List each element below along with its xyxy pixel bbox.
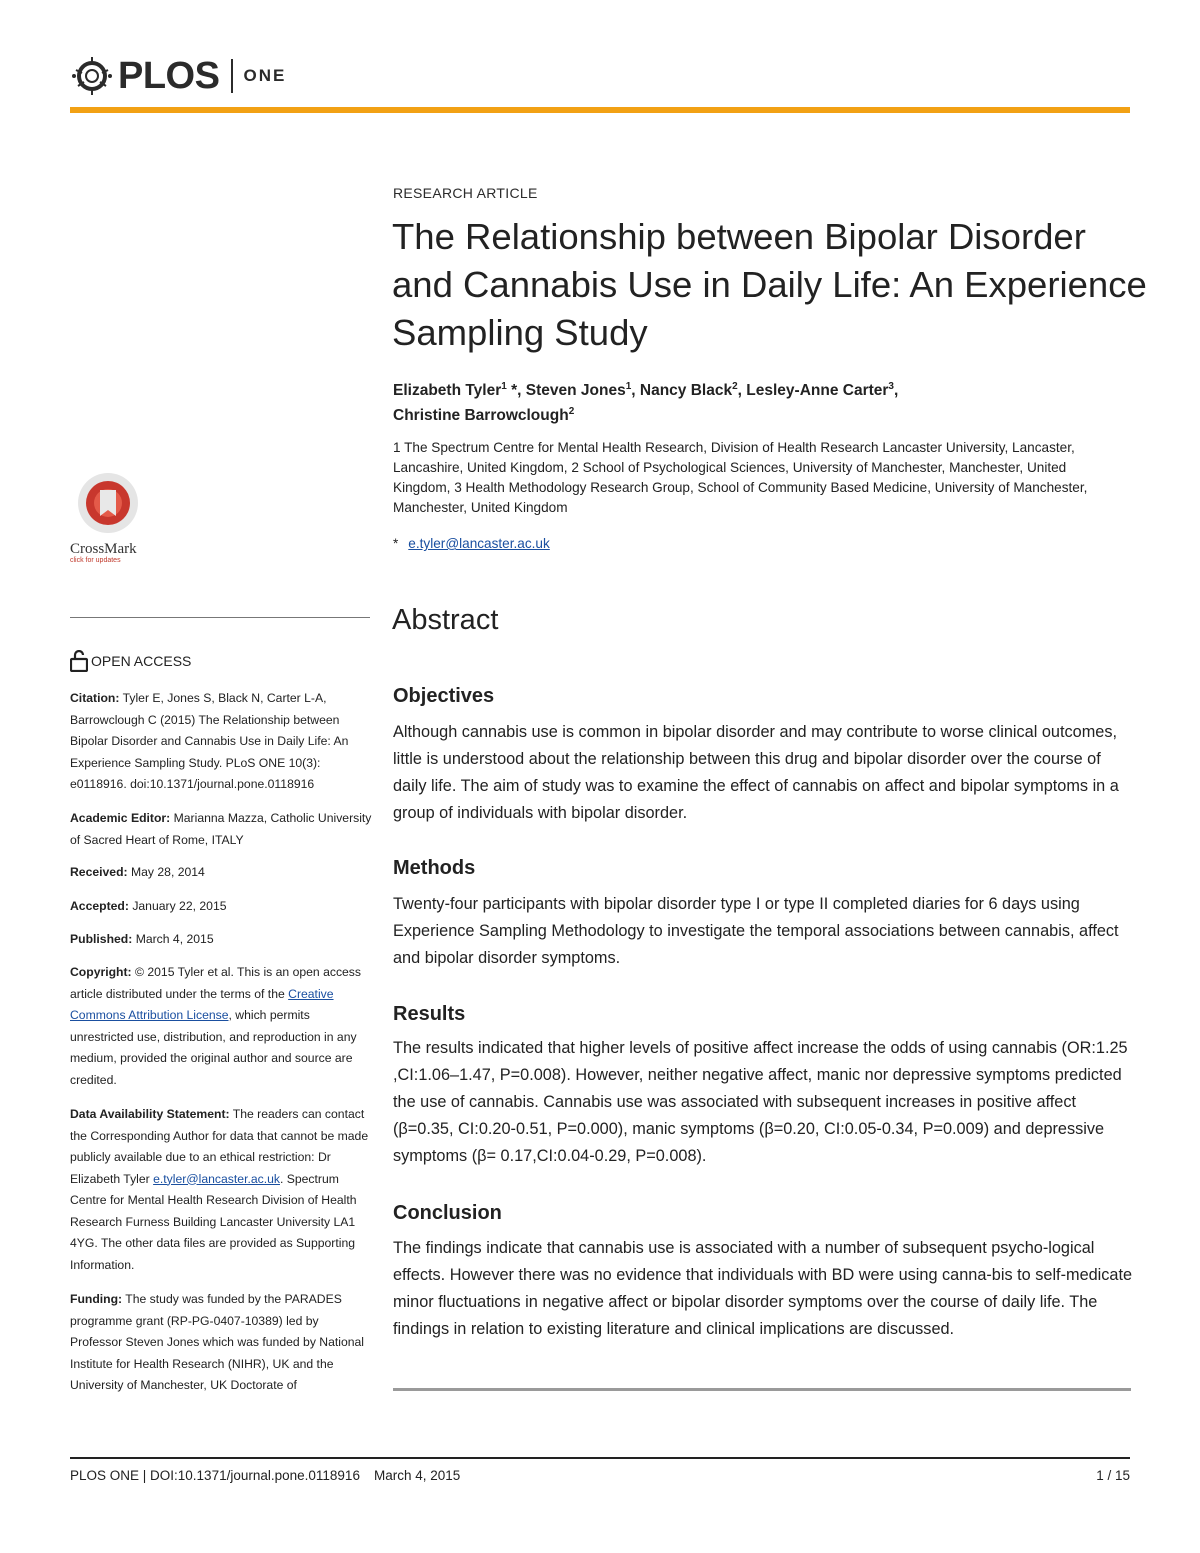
author-separator: ,: [631, 382, 640, 400]
article-type: RESEARCH ARTICLE: [393, 185, 538, 201]
data-availability-block: [70, 1104, 372, 1276]
editor-label: Academic Editor:: [70, 811, 171, 825]
copyright-block: [70, 962, 372, 1091]
academic-editor-block: [70, 808, 372, 851]
open-lock-icon: [70, 650, 88, 672]
copyright-text-post: , which permits unrestricted use, distribution, and reproduction in any medium, provided the original author and source are credited.: [70, 1008, 357, 1087]
methods-heading: Methods: [393, 857, 476, 879]
crossmark-badge[interactable]: [70, 472, 146, 564]
citation-block: [70, 688, 372, 796]
open-access-label: OPEN ACCESS: [91, 653, 192, 669]
accepted-label: Accepted:: [70, 899, 129, 913]
footer-citation: [70, 1468, 460, 1483]
author-affiliation-mark: 3: [888, 381, 894, 392]
author-affiliation-mark: 1: [501, 381, 507, 392]
editor-text: Marianna Mazza, Catholic University of Sacred Heart of Rome, ITALY: [70, 811, 372, 847]
header-accent-rule: [70, 107, 1130, 113]
accepted-date: January 22, 2015: [132, 899, 227, 913]
author-name: Nancy Black: [639, 382, 733, 400]
logo-journal-text: ONE: [243, 66, 287, 85]
objectives-heading: Objectives: [393, 685, 495, 707]
sidebar-divider: [70, 617, 370, 618]
author-name: Elizabeth Tyler: [393, 382, 502, 400]
footer-doi: PLOS ONE | DOI:10.1371/journal.pone.0118916: [70, 1468, 360, 1483]
copyright-text-pre: © 2015 Tyler et al. This is an open access article distributed under the terms of the: [70, 965, 361, 1001]
published-date: March 4, 2015: [135, 932, 214, 946]
crossmark-sublabel: click for updates: [70, 557, 121, 564]
plos-emblem-icon: [70, 54, 114, 98]
footer-rule: [70, 1457, 1130, 1459]
author-name: Christine Barrowclough: [393, 407, 569, 425]
plos-one-logo[interactable]: [70, 54, 286, 98]
funding-text: The study was funded by the PARADES programme grant (RP-PG-0407-10389) led by Professor Steven Jones which was funded by National Institute for Health Research (NIHR), UK and the University of Manchester, UK Doctorate of: [70, 1292, 365, 1392]
results-heading: Results: [393, 1003, 466, 1025]
crossmark-icon: [70, 472, 142, 534]
logo-plos-text: PLOS: [118, 54, 220, 97]
corresponding-email-link[interactable]: e.tyler@lancaster.ac.uk: [408, 536, 550, 551]
author-affiliation-mark: 1: [625, 381, 632, 392]
funding-block: [70, 1289, 372, 1397]
conclusion-heading: Conclusion: [393, 1202, 502, 1224]
article-title: The Relationship between Bipolar Disorder and Cannabis Use in Daily Life: An Experience Sampling Study: [392, 216, 1147, 353]
logo-separator: [231, 59, 233, 93]
author-name: Steven Jones: [525, 382, 626, 400]
conclusion-text: The findings indicate that cannabis use is associated with a number of subsequent psycho-logical effects. However there was no evidence that individuals with BD were using canna-bis to self-medicate minor fluctuations in negative affect or bipolar disorder symptoms over the course of daily life. The findings in relation to existing literature and clinical implications are discussed.: [393, 1239, 1133, 1338]
citation-text: Tyler E, Jones S, Black N, Carter L-A, Barrowclough C (2015) The Relationship between Bipolar Disorder and Cannabis Use in Daily Life: An Experience Sampling Study. PLoS ONE 10(3): e0118916. doi:10.1371/journal.pone.0118916: [70, 691, 349, 791]
received-label: Received:: [70, 865, 128, 879]
published-label: Published:: [70, 932, 133, 946]
cc-license-link[interactable]: Creative Commons Attribution License: [70, 986, 334, 1022]
copyright-label: Copyright:: [70, 965, 132, 979]
open-access-badge: [70, 650, 191, 672]
abstract-heading: Abstract: [392, 604, 499, 636]
data-availability-label: Data Availability Statement:: [70, 1107, 230, 1121]
received-block: [70, 862, 372, 884]
data-availability-text-pre: The readers can contact the Corresponding Author for data that cannot be made publicly available due to an ethical restriction: Dr Elizabeth Tyler: [70, 1107, 369, 1186]
funding-label: Funding:: [70, 1292, 123, 1306]
author-affiliation-mark: 2: [568, 406, 575, 418]
author-separator: ,: [737, 382, 747, 400]
author-separator: *,: [506, 382, 526, 400]
accepted-block: [70, 896, 372, 918]
author-separator: ,: [893, 382, 899, 400]
crossmark-label: CrossMark: [70, 541, 137, 557]
abstract-bottom-rule: [393, 1388, 1131, 1391]
data-availability-text-post: . Spectrum Centre for Mental Health Research Division of Health Research Furness Building Lancaster University LA1 4YG. The other data files are provided as Supporting Information.: [70, 1171, 357, 1272]
author-name: Lesley-Anne Carter: [746, 382, 889, 400]
published-block: [70, 929, 372, 951]
objectives-text: Although cannabis use is common in bipolar disorder and may contribute to worse clinical outcomes, little is understood about the relationship between this drug and bipolar disorder over the course of daily life. The aim of study was to examine the effect of cannabis on affect and bipolar symptoms in a group of individuals with bipolar disorder.: [393, 723, 1119, 822]
received-date: May 28, 2014: [130, 865, 205, 879]
methods-text: Twenty-four participants with bipolar disorder type I or type II completed diaries for 6 days using Experience Sampling Methodology to investigate the temporal associations between cannabis, affect and bipolar disorder symptoms.: [393, 895, 1119, 967]
author-affiliation-mark: 2: [732, 381, 738, 392]
footer-date: March 4, 2015: [373, 1468, 461, 1483]
affiliations: 1 The Spectrum Centre for Mental Health Research, Division of Health Research Lancaster University, Lancaster, Lancashire, United Kingdom, 2 School of Psychological Sciences, University of Manchester, Manchester, United Kingdom, 3 Health Methodology Research Group, School of Community Based Medicine, University of Manchester, Manchester, United Kingdom: [393, 440, 1088, 515]
page-number: 1 / 15: [1096, 1468, 1130, 1483]
corresponding-email: [393, 536, 550, 551]
results-text: The results indicated that higher levels of positive affect increase the odds of using cannabis (OR:1.25 ,CI:1.06–1.47, P=0.008). However, neither negative affect, manic nor depressive symptoms predicted the use of cannabis. Cannabis use was associated with subsequent increases in positive affect (β=0.35, CI:0.20-0.51, P=0.000), manic symptoms (β=0.20, CI:0.05-0.34, P=0.009) and depressive symptoms (β= 0.17,CI:0.04-0.29, P=0.008).: [393, 1039, 1128, 1165]
author-list: [393, 376, 1133, 426]
data-email-link[interactable]: e.tyler@lancaster.ac.uk: [153, 1171, 280, 1186]
citation-label: Citation:: [70, 691, 120, 705]
corresponding-marker: *: [393, 536, 399, 551]
